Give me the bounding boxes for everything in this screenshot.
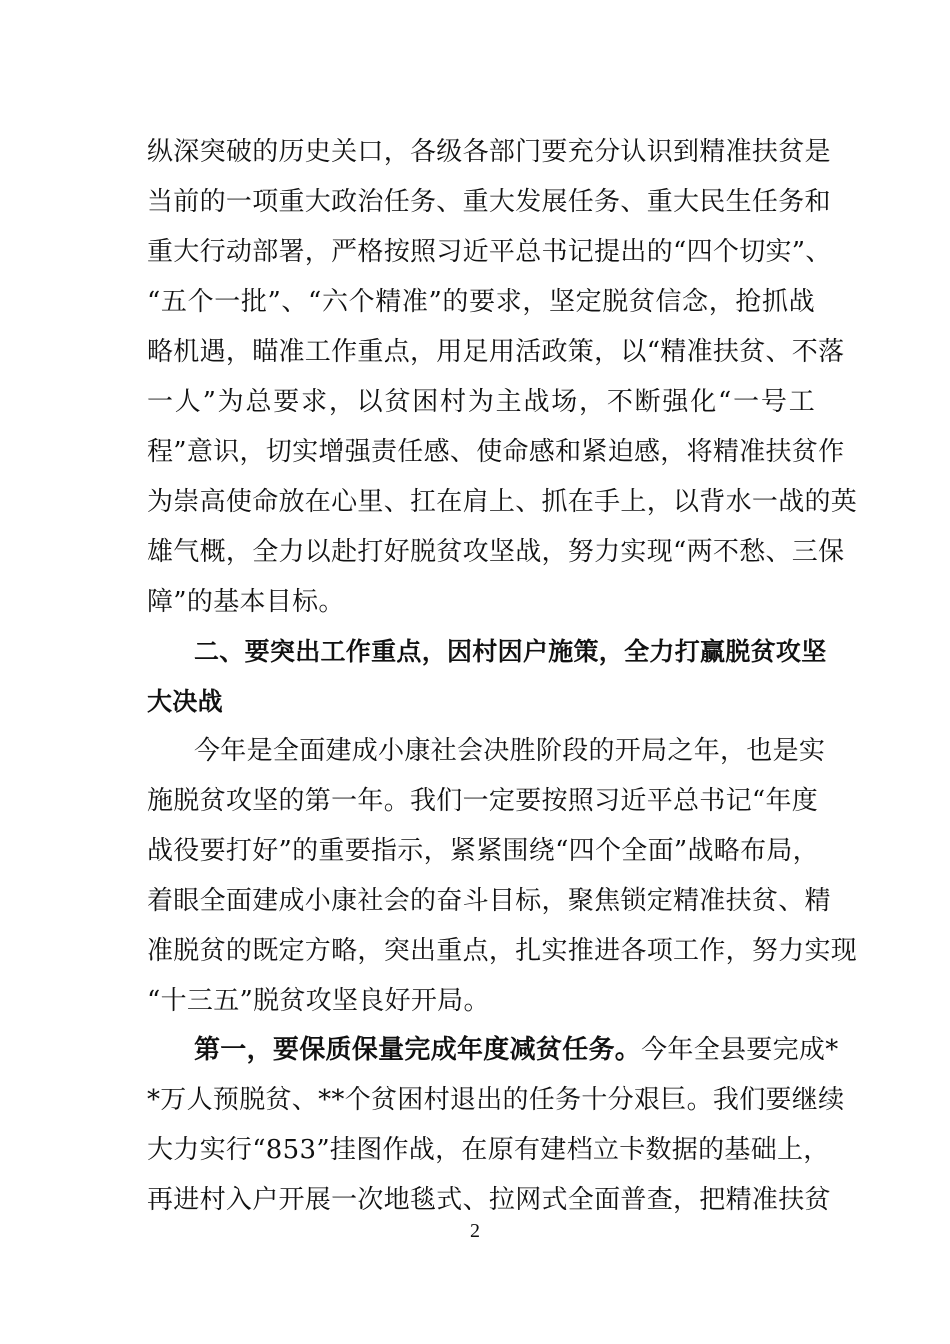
body-line <box>194 1035 839 1065</box>
body-line: 准脱贫的既定方略，突出重点，扎实推进各项工作，努力实现 <box>147 936 858 966</box>
body-line: 障”的基本目标。 <box>147 587 345 617</box>
body-line: 今年是全面建成小康社会决胜阶段的开局之年，也是实 <box>194 736 826 766</box>
body-line: 当前的一项重大政治任务、重大发展任务、重大民生任务和 <box>147 187 831 217</box>
body-line: 战役要打好”的重要指示，紧紧围绕“四个全面”战略布局， <box>147 836 819 866</box>
section-heading: 大决战 <box>147 687 223 716</box>
bold-lead: 第一，要保质保量完成年度减贫任务。 <box>194 1035 642 1065</box>
body-line: 着眼全面建成小康社会的奋斗目标，聚焦锁定精准扶贫、精 <box>147 886 831 916</box>
body-text: 今年全县要完成* <box>641 1035 839 1065</box>
page-number: 2 <box>470 1220 480 1242</box>
body-line: 一人”为总要求，以贫困村为主战场，不断强化“一号工 <box>147 387 815 417</box>
body-line: 略机遇，瞄准工作重点，用足用活政策，以“精准扶贫、不落 <box>147 337 845 367</box>
body-line: 再进村入户开展一次地毯式、拉网式全面普查，把精准扶贫 <box>147 1185 831 1215</box>
body-line: “十三五”脱贫攻坚良好开局。 <box>147 986 490 1016</box>
section-heading: 二、要突出工作重点，因村因户施策，全力打赢脱贫攻坚 <box>194 637 827 666</box>
body-line: 纵深突破的历史关口，各级各部门要充分认识到精准扶贫是 <box>147 137 831 167</box>
body-line: *万人预脱贫、**个贫困村退出的任务十分艰巨。我们要继续 <box>147 1085 845 1115</box>
body-line: 雄气概，全力以赴打好脱贫攻坚战，努力实现“两不愁、三保 <box>147 537 845 567</box>
body-line: 重大行动部署，严格按照习近平总书记提出的“四个切实”、 <box>147 237 832 267</box>
body-line: 大力实行“853”挂图作战，在原有建档立卡数据的基础上， <box>147 1135 830 1165</box>
body-line: 程”意识，切实增强责任感、使命感和紧迫感，将精准扶贫作 <box>147 437 845 467</box>
body-line: 施脱贫攻坚的第一年。我们一定要按照习近平总书记“年度 <box>147 786 819 816</box>
body-line: “五个一批”、“六个精准”的要求，坚定脱贫信念，抢抓战 <box>147 287 815 317</box>
body-line: 为崇高使命放在心里、扛在肩上、抓在手上，以背水一战的英 <box>147 487 858 517</box>
